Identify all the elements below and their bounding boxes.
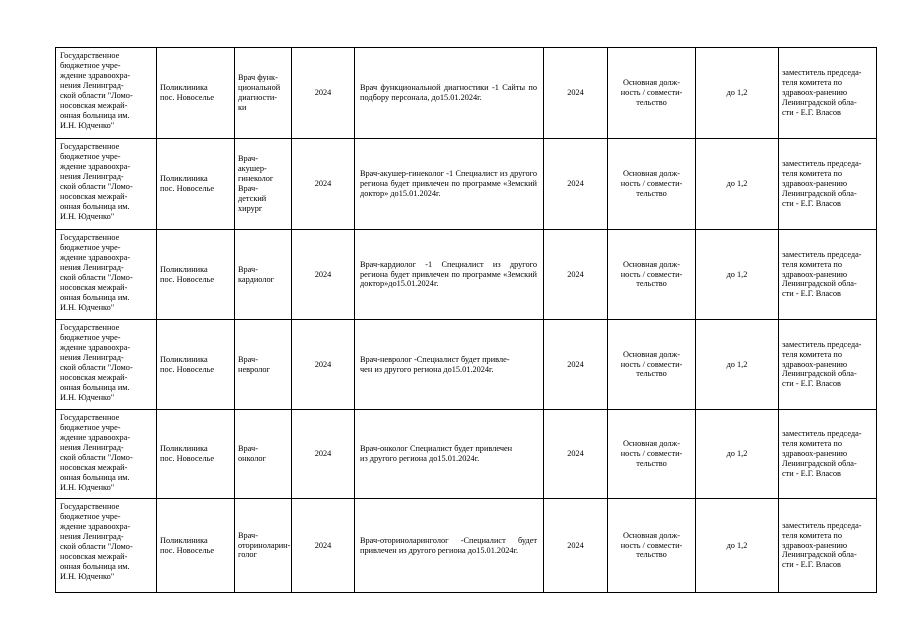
table-row <box>56 230 877 320</box>
rate-cell: до 1,2 <box>696 320 779 410</box>
responsible-cell: заместитель председа- теля комитета по здравоох-ранению Ленинградской обла- сти - Е.Г. Власов <box>779 48 877 139</box>
year-cell: 2024 <box>292 139 355 230</box>
measure-cell: Врач функциональной диагностики -1 Сайты по подбору персонала, до15.01.2024г. <box>355 48 544 139</box>
deadline-cell: 2024 <box>544 320 608 410</box>
position-cell: Врач- невролог <box>235 320 292 410</box>
unit-cell: Поликлиника пос. Новоселье <box>157 48 235 139</box>
year-cell: 2024 <box>292 230 355 320</box>
position-cell: Врач- акушер- гинеколог Врач- детский хирург <box>235 139 292 230</box>
year-cell: 2024 <box>292 48 355 139</box>
organization-cell: Государственное бюджетное учре- ждение здравоохра- нения Ленинград- ской области "Ломо- носовская межрай- онная больница им. И.Н. Юдченко" <box>56 139 157 230</box>
employment-cell: Основная долж- ность / совмести- тельство <box>608 139 696 230</box>
unit-cell: Поликлиника пос. Новоселье <box>157 410 235 499</box>
responsible-cell: заместитель председа- теля комитета по здравоох-ранению Ленинградской обла- сти - Е.Г. Власов <box>779 410 877 499</box>
employment-cell: Основная долж- ность / совмести- тельство <box>608 499 696 593</box>
year-cell: 2024 <box>292 410 355 499</box>
rate-cell: до 1,2 <box>696 410 779 499</box>
staffing-table <box>55 47 877 593</box>
responsible-cell: заместитель председа- теля комитета по здравоох-ранению Ленинградской обла- сти - Е.Г. Власов <box>779 320 877 410</box>
position-cell: Врач функ- циональной диагности- ки <box>235 48 292 139</box>
measure-cell: Врач-кардиолог -1 Специалист из другого региона будет привлечен по программе «Земский доктор»до15.01.2024г. <box>355 230 544 320</box>
measure-cell: Врач-акушер-гинеколог -1 Специалист из другого региона будет привлечен по программе «Земский доктор» до15.01.2024г. <box>355 139 544 230</box>
unit-cell: Поликлиника пос. Новоселье <box>157 230 235 320</box>
employment-cell: Основная долж- ность / совмести- тельство <box>608 230 696 320</box>
organization-cell: Государственное бюджетное учре- ждение здравоохра- нения Ленинград- ской области "Ломо- носовская межрай- онная больница им. И.Н. Юдченко" <box>56 499 157 593</box>
deadline-cell: 2024 <box>544 230 608 320</box>
measure-cell: Врач-онколог Специалист будет привлечен из другого региона до15.01.2024г. <box>355 410 544 499</box>
unit-cell: Поликлиника пос. Новоселье <box>157 320 235 410</box>
rate-cell: до 1,2 <box>696 139 779 230</box>
year-cell: 2024 <box>292 499 355 593</box>
employment-cell: Основная долж- ность / совмести- тельство <box>608 410 696 499</box>
rate-cell: до 1,2 <box>696 499 779 593</box>
employment-cell: Основная долж- ность / совмести- тельство <box>608 48 696 139</box>
position-cell: Врач- онколог <box>235 410 292 499</box>
measure-cell: Врач-невролог -Специалист будет привле- чен из другого региона до15.01.2024г. <box>355 320 544 410</box>
table-row <box>56 499 877 593</box>
table-row <box>56 48 877 139</box>
deadline-cell: 2024 <box>544 139 608 230</box>
table-body <box>56 48 877 593</box>
responsible-cell: заместитель председа- теля комитета по здравоох-ранению Ленинградской обла- сти - Е.Г. Власов <box>779 499 877 593</box>
measure-cell: Врач-оториноларинголог -Специалист будет привлечен из другого региона до15.01.2024г. <box>355 499 544 593</box>
unit-cell: Поликлиника пос. Новоселье <box>157 499 235 593</box>
organization-cell: Государственное бюджетное учре- ждение здравоохра- нения Ленинград- ской области "Ломо- носовская межрай- онная больница им. И.Н. Юдченко" <box>56 48 157 139</box>
responsible-cell: заместитель председа- теля комитета по здравоох-ранению Ленинградской обла- сти - Е.Г. Власов <box>779 139 877 230</box>
rate-cell: до 1,2 <box>696 48 779 139</box>
organization-cell: Государственное бюджетное учре- ждение здравоохра- нения Ленинград- ской области "Ломо- носовская межрай- онная больница им. И.Н. Юдченко" <box>56 410 157 499</box>
position-cell: Врач- кардиолог <box>235 230 292 320</box>
year-cell: 2024 <box>292 320 355 410</box>
deadline-cell: 2024 <box>544 410 608 499</box>
employment-cell: Основная долж- ность / совмести- тельство <box>608 320 696 410</box>
rate-cell: до 1,2 <box>696 230 779 320</box>
table-row <box>56 139 877 230</box>
responsible-cell: заместитель председа- теля комитета по здравоох-ранению Ленинградской обла- сти - Е.Г. Власов <box>779 230 877 320</box>
deadline-cell: 2024 <box>544 48 608 139</box>
table-row <box>56 410 877 499</box>
organization-cell: Государственное бюджетное учре- ждение здравоохра- нения Ленинград- ской области "Ломо- носовская межрай- онная больница им. И.Н. Юдченко" <box>56 230 157 320</box>
deadline-cell: 2024 <box>544 499 608 593</box>
table-row <box>56 320 877 410</box>
unit-cell: Поликлиника пос. Новоселье <box>157 139 235 230</box>
organization-cell: Государственное бюджетное учре- ждение здравоохра- нения Ленинград- ской области "Ломо- носовская межрай- онная больница им. И.Н. Юдченко" <box>56 320 157 410</box>
position-cell: Врач- оториноларин- голог <box>235 499 292 593</box>
